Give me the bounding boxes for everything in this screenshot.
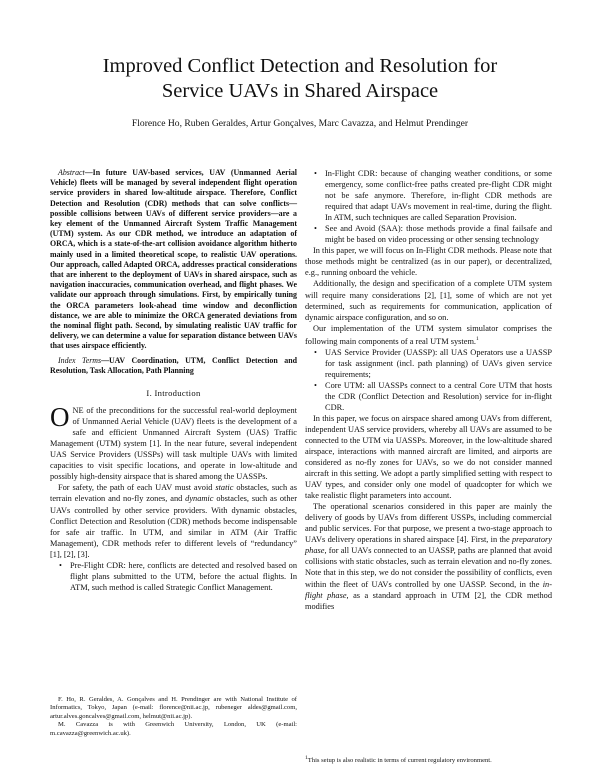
index-terms bbox=[50, 356, 297, 376]
affiliation-1: F. Ho, R. Geraldes, A. Gonçalves and H. Prendinger are with National Institute of Informatics, Tokyo, Japan (e-mail: florence@nii.ac.jp, rubeneger aldes@gmail.com, artur.alves.goncalves@gmail.com, helmut@nii.ac.jp). bbox=[50, 696, 297, 720]
paper-title-line-1: Improved Conflict Detection and Resolution for bbox=[102, 55, 498, 77]
intro-p2-part-b: obstacles, such as terrain elevation and no-fly zones, and bbox=[50, 483, 297, 504]
right-column bbox=[305, 168, 552, 612]
footnote-marker: 1 bbox=[476, 335, 479, 342]
right-p5-part-b: , for all UAVs connected to an UASSP, paths are planned that avoid collisions with static obstacles, such as terrain elevation and no-fly zones. Note that in this step, we do not consider the possibility of conflicts, even within the fleet of UAVs controlled by one UASSP. Second, in the bbox=[305, 546, 552, 589]
right-bullet-list-1 bbox=[305, 168, 552, 245]
emph-dynamic: dynamic bbox=[185, 494, 214, 504]
emph-preparatory-phase: preparatory phase bbox=[305, 535, 552, 556]
section-heading: I. Introduction bbox=[146, 388, 201, 399]
author-affiliation-footnote bbox=[50, 696, 297, 738]
affiliation-2: M. Cavazza is with Greenwich University, London, UK (e-mail: m.cavazza@greenwich.ac.uk). bbox=[50, 721, 297, 737]
intro-paragraph-1-text: NE of the preconditions for the successful real-world deployment of Unmanned Aerial Vehicle (UAV) fleets is the development of a safe and efficient Unmanned Aircraft System (UAS) Traffic Management (UTM) system [1]. In the near future, several independent UAS Service Providers (USSPs) will task multiple UAVs with limited capacities to visit specific locations, and operate in low-altitude and possibly high-density airspace that is shared among the UASSPs. bbox=[50, 406, 297, 482]
right-paragraph-1: In this paper, we will focus on In-Flight CDR methods. Please note that those methods might be centralized (as in our paper), or decentralized, e.g., running onboard the vehicle. bbox=[305, 246, 552, 278]
footnote-text: This setup is also realistic in terms of current regulatory environment. bbox=[307, 757, 492, 765]
right-paragraph-3 bbox=[305, 323, 552, 347]
abstract-text: —In future UAV-based services, UAV (Unmanned Aerial Vehicle) fleets will be managed by several independent flight operation service providers in shared low-altitude airspace. Therefore, Conflict Detection and Resolution (CDR) methods that can solve conflicts—possible collisions between UAVs of different service providers—are a key element of the Unmanned Aircraft System Traffic Management (UTM) system. As our CDR method, we introduce an adaptation of ORCA, which is a state-of-the-art collision avoidance algorithm hitherto mainly used in a limited theoretical scope, to realistic UAV operations. Our approach, called Adapted ORCA, addresses practical considerations that are inherent to the deployment of UAVs in shared airspace, such as navigation inaccuracies, communication overhead, and flight phases. We validate our approach through simulations. First, by empirically tuning the ORCA parameters look-ahead time window and deconfliction distance, we are able to minimize the ORCA generated deviations from the nominal flight path. Second, by simulating realistic UAV traffic for delivery, we can determine a value for separation distance between UAVs that uses airspace efficiently. bbox=[50, 168, 297, 351]
intro-paragraph-2 bbox=[50, 482, 297, 559]
right-bullet-list-2 bbox=[305, 347, 552, 413]
right-paragraph-2: Additionally, the design and specification of a complete UTM system will require many considerations [2], [1], some of which are not yet determined, such as requirements for communication, application of dynamic airspace configuration, and so on. bbox=[305, 279, 552, 322]
regulatory-footnote bbox=[305, 754, 552, 766]
bullet-see-and-avoid: • See and Avoid (SAA): those methods provide a final failsafe and might be based on video processing or other sensing technology bbox=[325, 223, 552, 245]
paper-title-line-2: Service UAVs in Shared Airspace bbox=[161, 80, 439, 102]
drop-cap: O bbox=[50, 402, 70, 433]
bullet-core-utm: • Core UTM: all UASSPs connect to a central Core UTM that hosts the CDR (Conflict Detection and Resolution) service for in-flight CDR. bbox=[325, 380, 552, 413]
index-terms-label: Index Terms bbox=[58, 355, 102, 365]
abstract-label: Abstract bbox=[58, 168, 85, 177]
right-p5-part-c: , as a standard approach in UTM [2], the CDR method modifies bbox=[305, 590, 552, 611]
right-paragraph-4: In this paper, we focus on airspace shared among UAVs from different, independent UAS service providers, whereby all UAVs are assumed to be connected to the UTM via UASSPs. Moreover, in the low-altitude shared airspace, interactions with manned aircraft are limited, and airports are considered as no-fly zones for UAVs, so we do not consider manned aircraft in this setting. We adopt a partly simplified setting with respect to UAV types, and consider only one model of quadcopter for which we take realistic flight parameters into account. bbox=[305, 413, 552, 501]
author-list: Florence Ho, Ruben Geraldes, Artur Gonçalves, Marc Cavazza, and Helmut Prendinger bbox=[131, 118, 469, 129]
right-paragraph-5 bbox=[305, 501, 552, 611]
right-p5-part-a: The operational scenarios considered in this paper are mainly the delivery of goods by UAVs from different USSPs, including commercial and public services. For that purpose, we present a two-stage approach to UAVs delivery operations in shared airspace [4]. First, in the bbox=[305, 502, 552, 545]
left-column bbox=[50, 168, 297, 593]
intro-paragraph-1 bbox=[50, 402, 297, 482]
intro-p2-part-c: obstacles, such as other UAVs controlled by other service providers. With dynamic obstacles, Conflict Detection and Resolution (CDR) methods become indispensable for safe air traffic. In UTM, and similar in ATM (Air Traffic Management), CDR methods refer to different levels of “redundancy” [1], [2], [3]. bbox=[50, 494, 298, 559]
paper-title bbox=[0, 54, 600, 104]
intro-p2-part-a: For safety, the path of each UAV must avoid bbox=[58, 483, 216, 493]
left-bullet-list bbox=[50, 560, 297, 593]
emph-static: static bbox=[215, 483, 234, 493]
bullet-preflight-cdr: • Pre-Flight CDR: here, conflicts are detected and resolved based on flight plans submitted to the UTM, before the actual flights. In ATM, such method is called Strategic Conflict Management. bbox=[70, 560, 297, 593]
footnote-number: 1 bbox=[305, 755, 308, 761]
right-p3-text: Our implementation of the UTM system simulator comprises the following main components of a real UTM system. bbox=[305, 323, 552, 346]
bullet-uassp: • UAS Service Provider (UASSP): all UAS Operators use a UASSP for task assignment (incl. path planning) of UAVs given service requirements; bbox=[325, 347, 552, 380]
bullet-inflight-cdr: • In-Flight CDR: because of changing weather conditions, or some emergency, some conflict-free paths created pre-flight CDR might not be safe anymore. Therefore, in-flight CDR methods are required that adapt UAVs movement in real-time, during the flight. In ATM, such techniques are called Separation Provision. bbox=[325, 168, 552, 223]
index-terms-text: —UAV Coordination, UTM, Conflict Detection and Resolution, Task Allocation, Path Planning bbox=[50, 355, 297, 375]
emph-in-flight-phase: in-flight phase bbox=[305, 579, 552, 600]
abstract bbox=[50, 168, 297, 352]
